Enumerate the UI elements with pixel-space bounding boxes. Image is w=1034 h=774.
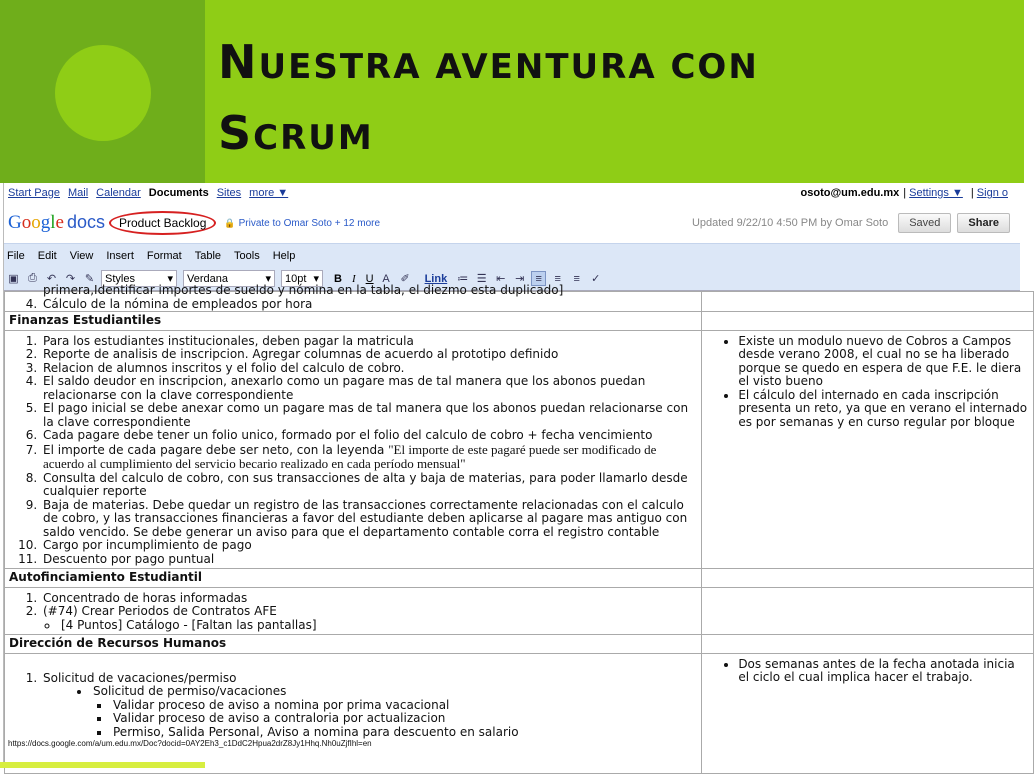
- section-heading[interactable]: Autofinciamiento Estudiantil: [5, 569, 702, 588]
- list-item: 6. Cada pagare debe tener un folio unico, formado por el folio del calculo de cobro + fecha vencimiento: [41, 429, 697, 443]
- note-item: • Dos semanas antes de la fecha anotada inicia el ciclo el cual implica hacer el trabajo.: [738, 658, 1029, 685]
- title-initial: N: [218, 35, 259, 89]
- bottom-accent-bar: [0, 762, 205, 768]
- table-row: [5, 312, 1034, 331]
- list-item: ▪ Validar proceso de aviso a contraloria por actualizacion: [111, 712, 697, 726]
- nav-link-mail[interactable]: Mail: [67, 187, 89, 199]
- increase-indent-icon[interactable]: ⇥: [515, 273, 525, 285]
- menu-bar: [4, 243, 1020, 267]
- bulleted-list-icon[interactable]: ☰: [476, 273, 487, 285]
- table-cell[interactable]: [5, 653, 702, 773]
- list-item: 9. Baja de materias. Debe quedar un registro de las transacciones correctamente relacionadas con el calculo de cobro, y las transacciones financieras a favor del estudiante deben aplicarse al pagare mas antiguo con saldo vencido. Se debe generar un aviso para que el departamento contable corra el registro contable: [41, 499, 697, 540]
- align-left-icon[interactable]: ≡: [531, 271, 546, 286]
- text-color-icon[interactable]: A: [382, 272, 390, 285]
- table-row: [5, 292, 1034, 312]
- menu-view[interactable]: View: [69, 249, 94, 262]
- menu-edit[interactable]: Edit: [37, 249, 57, 262]
- font-select[interactable]: Verdana ▾: [183, 270, 275, 287]
- table-row: [5, 653, 1034, 773]
- table-cell[interactable]: [702, 635, 1034, 654]
- table-cell[interactable]: [702, 653, 1034, 773]
- align-center-icon[interactable]: ≡: [554, 272, 561, 285]
- last-updated: Updated 9/22/10 4:50 PM by Omar Soto: [691, 217, 889, 229]
- menu-table[interactable]: Table: [194, 249, 222, 262]
- nav-current-documents: Documents: [148, 187, 209, 199]
- numbered-list-icon[interactable]: ≔: [457, 273, 469, 285]
- list-item: 8. Consulta del calculo de cobro, con sus transacciones de alta y baja de materias, para poder llamarlo desde cualquier reporte: [41, 472, 697, 499]
- menu-tools[interactable]: Tools: [234, 249, 260, 262]
- backlog-table: [4, 283, 1034, 774]
- table-cell[interactable]: [702, 569, 1034, 588]
- decorative-circle: [55, 45, 151, 141]
- table-row: [5, 587, 1034, 635]
- share-button[interactable]: Share: [957, 213, 1010, 233]
- link-button[interactable]: Link: [424, 272, 448, 285]
- font-size-select[interactable]: 10pt ▾: [281, 270, 323, 287]
- list-item: • Solicitud de permiso/vacaciones ▪ Validar proceso de aviso a nomina por prima vacacional ▪ Validar proceso de aviso a contraloria por actualizacion ▪ Permiso, Salida Personal, Aviso a nomina para descuento en salario: [91, 685, 697, 739]
- title-line1: UESTRA AVENTURA CON: [258, 47, 759, 87]
- menu-help[interactable]: Help: [272, 249, 296, 262]
- list-item: 10. Cargo por incumplimiento de pago: [41, 539, 697, 553]
- italic-button[interactable]: I: [351, 272, 356, 285]
- sign-out-link[interactable]: Sign o: [976, 187, 1008, 199]
- list-item: 1. Solicitud de vacaciones/permiso • Solicitud de permiso/vacaciones ▪ Validar proceso de aviso a nomina por prima vacacional ▪ Validar proceso de aviso a contraloria por actualizacion ▪ Permiso, Salida Personal, Aviso a nomina para descuento en salario: [41, 672, 697, 740]
- list-item: primera,Identificar importes de sueldo y nómina en la tabla, el diezmo esta duplicado]: [43, 283, 564, 297]
- list-item: 2. (#74) Crear Periodos de Contratos AFE ◦ [4 Puntos] Catálogo - [Faltan las pantallas]: [41, 605, 697, 632]
- status-url: https://docs.google.com/a/um.edu.mx/Doc?docid=0AY2Eh3_c1DdC2Hpua2drZ8Jy1Hhq.Nh0uZjfIhl=en: [8, 739, 372, 748]
- table-row: [5, 569, 1034, 588]
- table-row: [5, 330, 1034, 569]
- undo-icon[interactable]: ↶: [46, 273, 57, 285]
- list-item: 3. Relacion de alumnos inscritos y el folio del calculo de cobro.: [41, 362, 697, 376]
- spell-check-icon[interactable]: ✓: [591, 273, 601, 285]
- save-icon[interactable]: ▣: [8, 273, 19, 285]
- note-item: • El cálculo del internado en cada inscripción presenta un reto, ya que en verano el internado es por semanas y en curso regular por bloque: [738, 389, 1029, 430]
- doc-header: [4, 203, 1020, 243]
- top-nav: [4, 183, 1020, 203]
- list-item: 1. Para los estudiantes institucionales, deben pagar la matricula: [41, 335, 697, 349]
- section-heading[interactable]: Dirección de Recursos Humanos: [5, 635, 702, 654]
- saved-button[interactable]: Saved: [898, 213, 951, 233]
- nav-separator: |: [903, 187, 907, 199]
- decrease-indent-icon[interactable]: ⇤: [496, 273, 506, 285]
- list-item: ▪ Validar proceso de aviso a nomina por prima vacacional: [111, 699, 697, 713]
- list-item: 1. Concentrado de horas informadas: [41, 592, 697, 606]
- slide-title: [218, 32, 998, 174]
- list-item: 7. El importe de cada pagare debe ser neto, con la leyenda "El importe de este pagaré puede ser modificado de acuerdo al cumplimiento del servicio becario realizado en cada período mensual": [41, 443, 697, 472]
- table-cell[interactable]: [702, 330, 1034, 569]
- nav-link-sites[interactable]: Sites: [216, 187, 242, 199]
- title-initial: S: [218, 106, 254, 160]
- paint-format-icon[interactable]: ✎: [84, 273, 95, 285]
- bold-button[interactable]: B: [334, 272, 342, 285]
- list-item: 2. Reporte de analisis de inscripcion. Agregar columnas de acuerdo al prototipo definido: [41, 348, 697, 362]
- table-cell[interactable]: [5, 330, 702, 569]
- list-item: 11. Descuento por pago puntual: [41, 553, 697, 567]
- menu-format[interactable]: Format: [146, 249, 182, 262]
- print-icon[interactable]: ⎙: [28, 272, 37, 284]
- note-item: • Existe un modulo nuevo de Cobros a Campos desde verano 2008, el cual no se ha liberado porque se quedo en espera de que F.E. le diera el visto bueno: [738, 335, 1029, 389]
- styles-select[interactable]: Styles ▾: [101, 270, 177, 287]
- list-item: ◦ [4 Puntos] Catálogo - [Faltan las pantallas]: [59, 619, 697, 633]
- google-docs-logo[interactable]: Google docs: [8, 212, 105, 233]
- table-cell[interactable]: [5, 283, 702, 312]
- title-line2: CRUM: [253, 118, 374, 158]
- table-cell[interactable]: [702, 292, 1034, 312]
- list-item: 4. El saldo deudor en inscripcion, anexarlo como un pagare mas de tal manera que los abonos puedan relacionarse con la clave correspondiente: [41, 375, 697, 402]
- highlight-color-icon[interactable]: ✐: [400, 273, 410, 285]
- list-item: 5. El pago inicial se debe anexar como un pagare mas de tal manera que los abonos puedan relacionarse con la clave correspondiente: [41, 402, 697, 429]
- table-cell[interactable]: [5, 587, 702, 635]
- align-right-icon[interactable]: ≡: [573, 272, 580, 285]
- lock-icon: 🔒: [224, 217, 236, 228]
- sharing-status-link[interactable]: Private to Omar Soto + 12 more: [238, 217, 381, 229]
- nav-link-start-page[interactable]: Start Page: [8, 187, 60, 199]
- menu-insert[interactable]: Insert: [106, 249, 134, 262]
- google-docs-screenshot: [3, 183, 1028, 763]
- section-heading[interactable]: Finanzas Estudiantiles: [5, 312, 702, 331]
- table-cell[interactable]: [702, 587, 1034, 635]
- settings-link[interactable]: Settings ▼: [909, 187, 963, 199]
- list-item: 4. Cálculo de la nómina de empleados por hora: [41, 298, 697, 312]
- table-cell[interactable]: [702, 312, 1034, 331]
- nav-separator: |: [970, 187, 974, 199]
- user-email: osoto@um.edu.mx: [800, 187, 900, 199]
- list-item: ▪ Permiso, Salida Personal, Aviso a nomina para descuento en salario: [111, 726, 697, 740]
- menu-file[interactable]: File: [7, 249, 25, 262]
- nav-link-calendar[interactable]: Calendar: [96, 187, 141, 199]
- table-row: [5, 635, 1034, 654]
- nav-more-menu[interactable]: more ▼: [249, 187, 289, 199]
- doc-title[interactable]: Product Backlog: [109, 211, 216, 235]
- underline-button[interactable]: U: [365, 272, 374, 285]
- redo-icon[interactable]: ↷: [65, 273, 76, 285]
- document-body[interactable]: [4, 283, 1028, 761]
